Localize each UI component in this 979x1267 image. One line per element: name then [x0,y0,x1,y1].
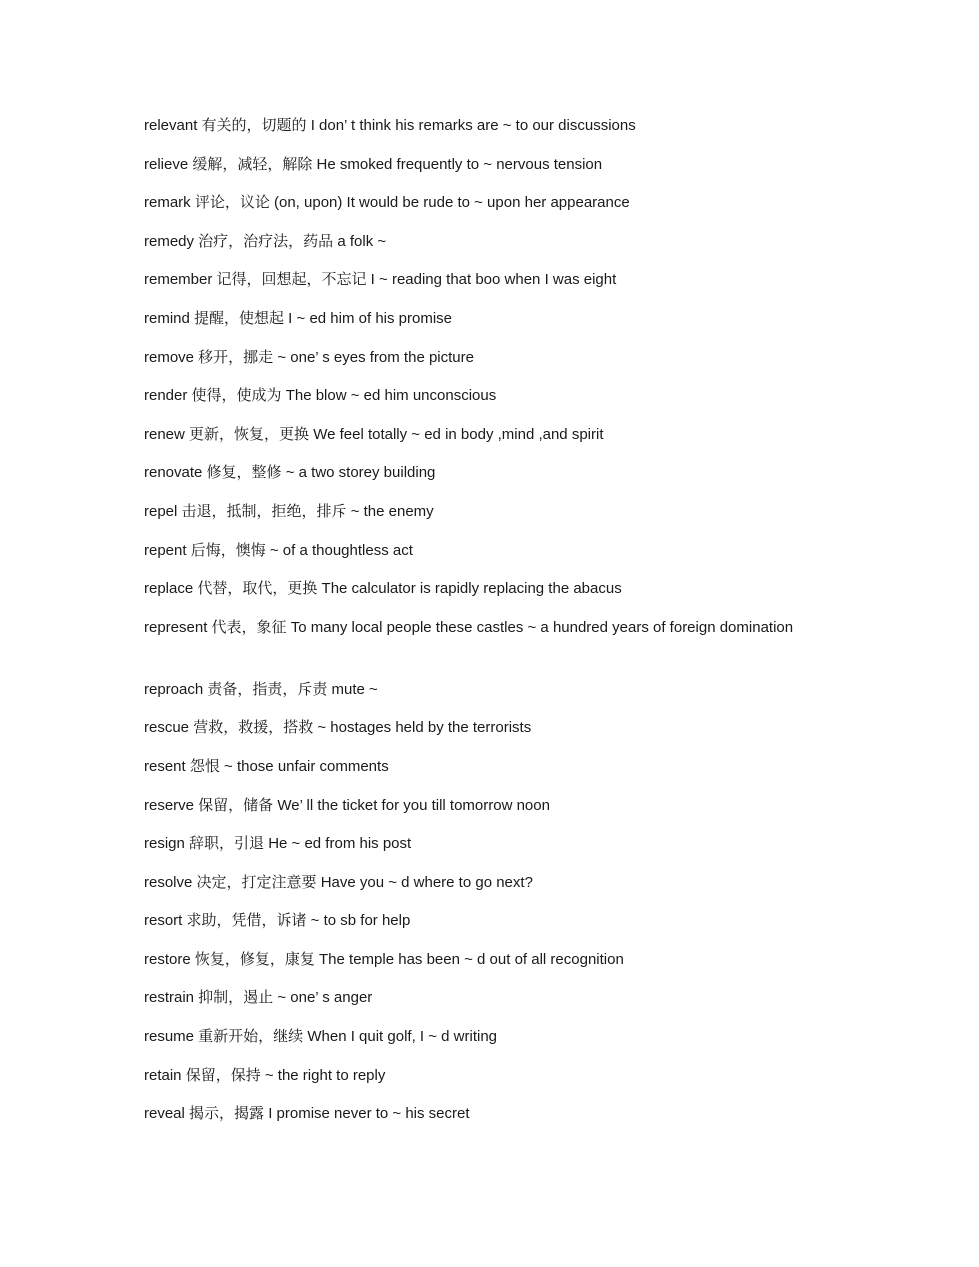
vocab-entry-render: render 使得，使成为 The blow ~ ed him unconscious [144,387,497,405]
vocab-entry-renovate: renovate 修复，整修 ~ a two storey building [144,464,436,482]
vocab-entry-restore: restore 恢复，修复，康复 The temple has been ~ d out of all recognition [144,950,624,968]
vocab-entry-resume: resume 重新开始，继续 When I quit golf, I ~ d writing [144,1028,498,1046]
vocab-entry-relieve: relieve 缓解，减轻，解除 He smoked frequently to ~ nervous tension [144,155,603,173]
vocab-entry-remark: remark 评论，议论 (on, upon) It would be rude to ~ upon her appearance [144,194,630,212]
vocab-entry-resent: resent 怨恨 ~ those unfair comments [144,757,389,775]
vocab-entry-retain: retain 保留，保持 ~ the right to reply [144,1066,386,1084]
vocab-entry-represent: represent 代表，象征 To many local people these castles ~ a hundred years of foreign domination [144,618,794,636]
vocab-entry-remedy: remedy 治疗，治疗法，药品 a folk ~ [144,232,387,250]
vocab-entry-reveal: reveal 揭示，揭露 I promise never to ~ his secret [144,1105,470,1123]
vocabulary-list [144,113,794,1140]
vocab-entry-resign: resign 辞职，引退 He ~ ed from his post [144,835,412,853]
vocab-entry-replace: replace 代替，取代，更换 The calculator is rapidly replacing the abacus [144,580,622,598]
vocab-entry-restrain: restrain 抑制，遏止 ~ one’ s anger [144,989,373,1007]
vocab-entry-resolve: resolve 决定，打定注意要 Have you ~ d where to go next? [144,873,533,891]
vocab-entry-reproach: reproach 责备，指责，斥责 mute ~ [144,680,378,698]
vocab-entry-remember: remember 记得，回想起，不忘记 I ~ reading that boo when I was eight [144,271,617,289]
vocab-entry-relevant: relevant 有关的，切题的 I don’ t think his remarks are ~ to our discussions [144,117,636,134]
vocab-entry-remind: remind 提醒，使想起 I ~ ed him of his promise [144,309,453,327]
vocab-entry-remove: remove 移开，挪走 ~ one’ s eyes from the picture [144,348,474,366]
vocab-entry-repel: repel 击退，抵制，拒绝，排斥 ~ the enemy [144,502,434,520]
vocab-entry-reserve: reserve 保留，储备 We’ ll the ticket for you till tomorrow noon [144,796,550,814]
vocab-entry-renew: renew 更新，恢复，更换 We feel totally ~ ed in body ,mind ,and spirit [144,425,604,443]
vocab-entry-repent: repent 后悔，懊悔 ~ of a thoughtless act [144,541,413,559]
vocab-entry-resort: resort 求助，凭借，诉诸 ~ to sb for help [144,912,411,930]
vocab-entry-rescue: rescue 营救，救援，搭救 ~ hostages held by the terrorists [144,719,532,737]
